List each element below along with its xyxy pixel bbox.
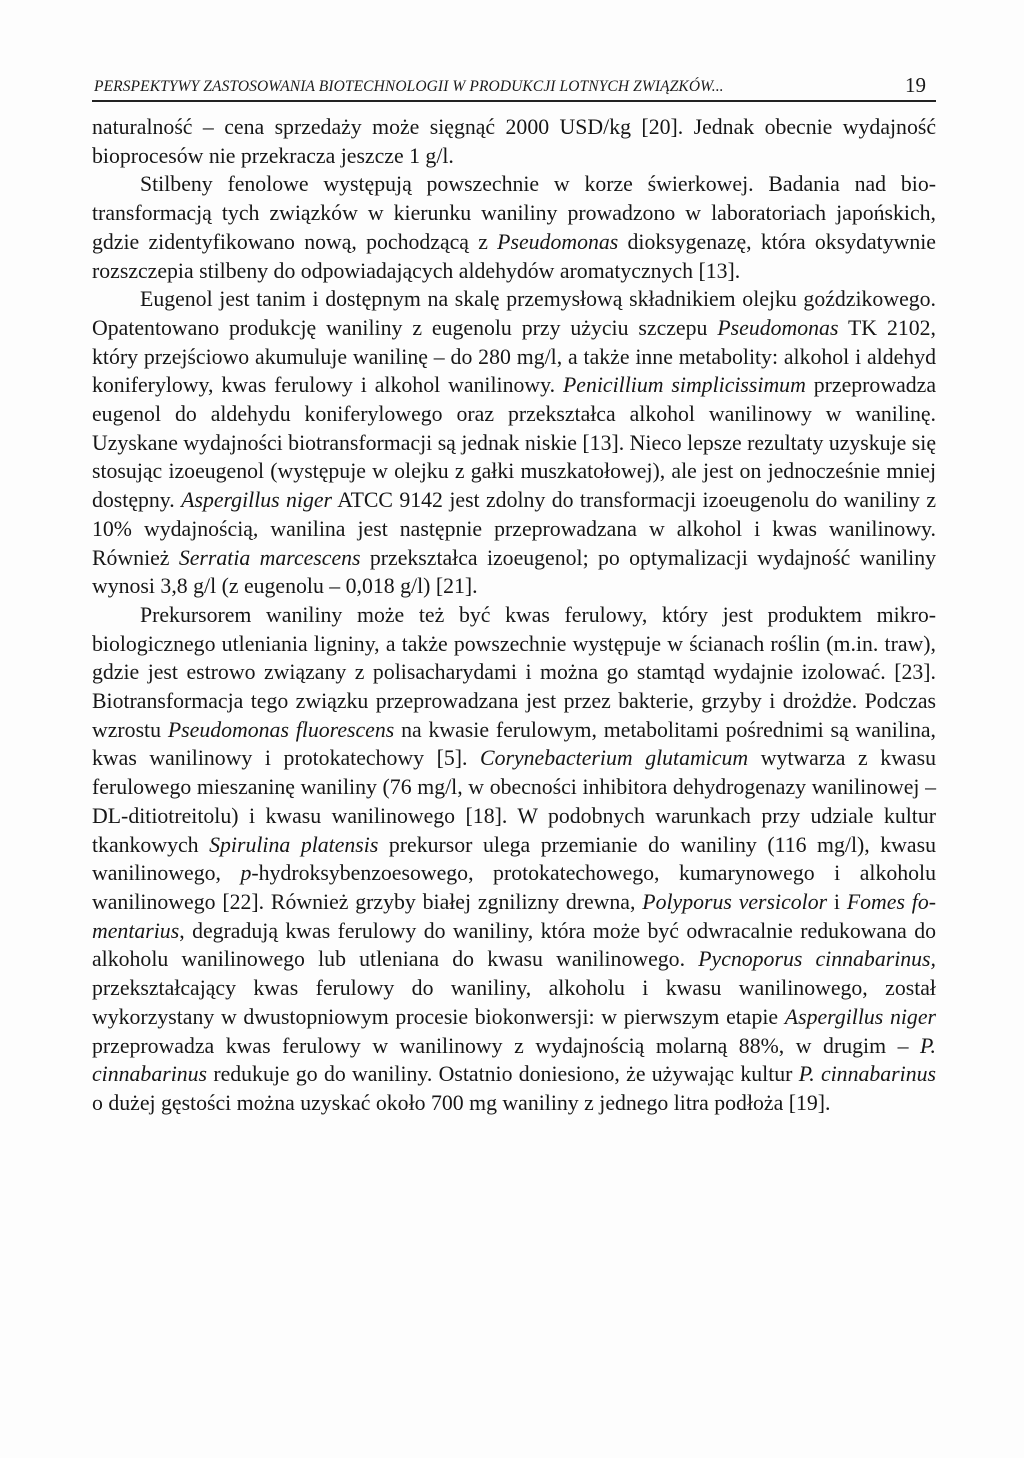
running-header (92, 70, 936, 102)
text-run: przekształcający kwas ferulowy do waniliny, alkoholu i kwasu wanilinowego, został wykorzystany w dwustopniowym procesie biokonwersji: w pierwszym etapie (92, 976, 936, 1029)
italic-term: Polyporus versicolor (642, 889, 828, 914)
italic-term: Serratia marcescens (178, 545, 361, 570)
text-run: ATCC 9142 jest zdolny do transformacji izoeugenolu do waniliny z 10% wydajnością, wanilina jest następnie przeprowadzana w alkohol i kwas wanilinowy. Również (92, 488, 936, 570)
text-run: dioksygenazę, która oksydatywnie rozszczepia stilbeny do odpowiadających aldehydów aromatycznych [13]. (92, 229, 936, 283)
text-run: przeprowadza kwas ferulowy w wanilinowy z wydajnością molarną 88%, w drugim – (92, 1033, 921, 1058)
italic-term: p (240, 861, 252, 886)
paragraph (92, 113, 936, 170)
text-run: prekursor ulega przemianie do waniliny (116 mg/l), kwasu wanilinowego, (92, 832, 936, 886)
text-run: na kwasie ferulowym, metabolitami pośrednimi są wanilina, kwas wanilinowy i protokatechowy [5]. (92, 717, 936, 771)
italic-term: P. cinnabarinus (798, 1062, 936, 1087)
text-run: o dużej gęstości można uzyskać około 700 mg waniliny z jednego litra podłoża [19]. (92, 1090, 831, 1115)
running-title: PERSPEKTYWY ZASTOSOWANIA BIOTECHNOLOGII W PRODUKCJI LOTNYCH ZWIĄZKÓW... (94, 78, 724, 95)
text-run: , degradują kwas ferulowy do waniliny, która może być odwracalnie redukowana do alkoholu wanilinowego lub utleniana do kwasu wanilinowego. (92, 918, 936, 972)
paragraph (92, 601, 936, 1118)
text-run: wytwarza z kwasu ferulowego mieszaninę waniliny (76 mg/l, w obecności inhibitora dehydrogenazy wanilinowej – DL-ditiotreitolu) i kwasu wanilinowego [18]. W podobnych warunkach przy udziale kultur tkankowych (92, 746, 936, 857)
text-run: Stilbeny fenolowe występują powszechnie w korze świerkowej. Badania nad biotransformacją tych związków w kierunku waniliny prowadzono w laboratoriach japońskich, gdzie zidentyfikowano nową, pochodzącą z (92, 172, 936, 254)
text-run: i (827, 889, 847, 914)
text-run: przeprowadza eugenol do aldehydu koniferylowego oraz przekształca alkohol wanilinowy w wanilinę. Uzyskane wydajności biotransformacji są jednak niskie [13]. Nieco lepsze rezultaty uzyskuje się stosując izoeugenol (występuje w olejku z gałki muszkatołowej), ale jest on jednocześnie mniej dostępny. (92, 373, 936, 513)
italic-term: Pycnoporus cinnabarinus, (698, 947, 936, 972)
italic-term: P. cinnabarinus (92, 1033, 936, 1087)
italic-term: Penicillium simplicissimum (562, 373, 806, 398)
text-run: Eugenol jest tanim i dostępnym na skalę przemysłową składnikiem olejku goździkowego. Opatentowano produkcję waniliny z eugenolu przy użyciu szczepu (92, 287, 936, 340)
italic-term: Fomes fomentarius (92, 889, 936, 943)
text-run: redukuje go do waniliny. Ostatnio doniesiono, że używając kultur (207, 1062, 799, 1087)
body-text (92, 113, 936, 1118)
text-run: naturalność – cena sprzedaży może sięgnąć 2000 USD/kg [20]. Jednak obecnie wydajność bioprocesów nie przekracza jeszcze 1 g/l. (92, 115, 936, 168)
italic-term: Aspergillus niger (181, 488, 333, 513)
italic-term: Corynebacterium glutamicum (480, 746, 749, 771)
italic-term: Pseudomonas (497, 229, 619, 254)
italic-term: Pseudomonas fluorescens (167, 717, 395, 742)
page-number: 19 (905, 73, 926, 97)
text-run: -hydroksybenzoesowego, protokatechowego, kumarynowego i alkoholu wanilinowego [22]. Również grzyby białej zgnilizny drewna, (92, 861, 936, 914)
italic-term: Pseudomonas (717, 315, 839, 340)
italic-term: Spirulina platensis (209, 832, 379, 857)
text-run: przekształca izoeugenol; po optymalizacji wydajność waniliny wynosi 3,8 g/l (z eugenolu – 0,018 g/l) [21]. (92, 545, 936, 599)
paragraph (92, 285, 936, 601)
paragraph (92, 170, 936, 285)
italic-term: Aspergillus niger (784, 1004, 936, 1029)
text-run: TK 2102, który przejściowo akumuluje wanilinę – do 280 mg/l, a także inne metabolity: alkohol i aldehyd koniferylowy, kwas ferulowy i alkohol wanilinowy. (92, 315, 936, 398)
text-run: Prekursorem waniliny może też być kwas ferulowy, który jest produktem mikrobiologicznego utleniania ligniny, a także powszechnie występuje w ścianach roślin (m.in. traw), gdzie jest estrowo związany z polisacharydami i można go stamtąd wydajnie izolować. [23]. Biotransformacja tego związku przeprowadzana jest przez bakterie, grzyby i drożdże. Podczas wzrostu (92, 602, 936, 742)
